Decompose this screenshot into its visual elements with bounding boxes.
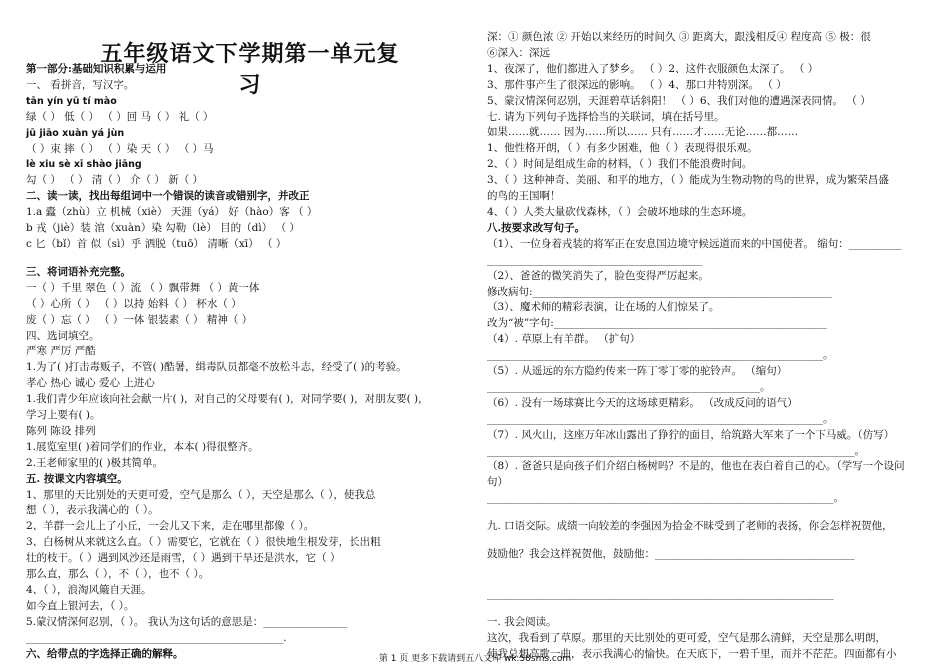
left-line: lè xiu sè xī shào jiāng	[26, 159, 142, 171]
right-line: 修改病句:_________________________________________________________	[487, 285, 832, 298]
right-line: 鼓励他？我会这样祝贺他，鼓励他：______________________________________	[487, 548, 855, 561]
right-line: 5、蒙汉情深何忍别，天涯碧草话斜阳！ （ ）6、我们对他的遭遇深表同情。 （ ）	[487, 94, 871, 107]
left-line: 四、选词填空。	[26, 329, 100, 342]
right-line: （6）. 没有一场球赛比今天的这场球更精彩。 （改成反问的语气）	[487, 396, 798, 409]
left-line: 1.我们青少年应该向社会献一片( )，对自己的父母要有( )，对同学要( )，对朋友要( )，	[26, 393, 429, 406]
left-line: 1.为了( )打击毒贩子，不管( )酷暑，缉毒队员都毫不放松斗志，经受了( )的考验。	[26, 361, 407, 374]
right-line: （4）. 草原上有羊群。 （扩句）	[487, 333, 641, 346]
left-line: 陈列 陈设 排列	[26, 424, 96, 437]
left-line: 勾（ ） （ ） 清（ ） 介（ ） 新（ ）	[26, 174, 204, 187]
right-line	[487, 575, 927, 587]
right-line: （1）、一位身着戎装的将军正在安息国边境守候远道而来的中国使者。 缩句：__________	[487, 237, 902, 250]
right-line: 八.按要求改写句子。	[487, 221, 586, 234]
right-line: 1、他性格开朗，（ ）有多少困难，他（ ）表现得很乐观。	[487, 142, 758, 155]
left-line: 绿（ ） 低（ ） （ ）回 马（ ） 礼（ ）	[26, 110, 214, 123]
right-line: 七. 请为下列句子选择恰当的关联词，填在括号里。	[487, 110, 725, 123]
left-line: tān yín yū tí mào	[26, 95, 117, 107]
left-line: 2.王老师家里的( )极其简单。	[26, 456, 164, 469]
right-line: （3）、魔术师的精彩表演，让在场的人们惊呆了。	[487, 301, 720, 314]
left-line: 三、将词语补充完整。	[26, 265, 131, 278]
right-line: __________________________________________________________________。	[487, 492, 844, 505]
left-line: 壮的枝干。（ ）遇到风沙还是雨雪，（ ）遇到干旱还是洪水，它（ ）	[26, 552, 341, 565]
right-line: 使我总想高歌一曲，表示我满心的愉快。在天底下，一碧千里，而并不茫茫。四面都有小	[487, 647, 897, 660]
right-line: （2）、爸爸的微笑消失了，脸色变得严厉起来。	[487, 269, 709, 282]
left-line: 五. 按课文内容填空。	[26, 472, 128, 485]
left-line: 第一部分:基础知识积累与运用	[26, 63, 167, 75]
right-line: 深：① 颜色浓 ② 开始以来经历的时间久 ③ 距离大，跟浅相反④ 程度高 ⑤ 极：很	[487, 31, 871, 43]
left-line: 1、那里的天比别处的天更可爱，空气是那么（ ），天空是那么（ ），使我总	[26, 488, 376, 501]
left-line: （ ）束 摔（ ） （ ）染 天（ ） （ ）马	[26, 142, 214, 155]
right-line	[487, 603, 927, 615]
right-line: 九. 口语交际。成绩一向较差的李强因为拾金不昧受到了老师的表扬，你会怎样祝贺他，	[487, 520, 893, 533]
right-line: 如果……就…… 因为……所以…… 只有……才……无论……都……	[487, 126, 799, 139]
left-line: 2、羊群一会儿上了小丘，一会儿又下来，走在哪里都像（ ）。	[26, 520, 315, 533]
left-line: 1.展览室里( )着同学们的作业，本本( )得很整齐。	[26, 440, 259, 453]
left-line: 4、（ ），浪淘风簸自天涯。	[26, 584, 152, 596]
left-line: 学习上要有( )。	[26, 409, 101, 422]
left-line: 废（ ）忘（ ） （ ）一体 银装素（ ） 精神（ ）	[26, 313, 253, 326]
right-line: _________________________________________	[487, 253, 703, 266]
right-line: 改为“被”字句:____________________________________________________	[487, 317, 827, 330]
right-line: 4、（ ）人类大量砍伐森林，（ ）会破坏地球的生态环境。	[487, 205, 753, 218]
left-line: c 匕（bǐ）首 似（sì）乎 洒脱（tuō） 清晰（xī） （ ）	[26, 237, 287, 250]
right-line: 一. 我会阅读。	[487, 615, 557, 628]
right-line	[487, 507, 927, 519]
left-line: b 戎（jiè）装 涫（xuàn）染 勾勒（lè） 目的（dì） （ ）	[26, 222, 300, 235]
left-line: 如今直上银河去，（ ）。	[26, 599, 135, 612]
right-line: ________________________________________________________________。	[487, 349, 834, 362]
left-line	[26, 253, 466, 265]
left-line: 六、给带点的字选择正确的解释。	[26, 647, 184, 660]
right-line: ⑥深入：深远	[487, 46, 550, 59]
right-line: __________________________________________________________________	[487, 588, 834, 600]
left-line: jū jiāo xuàn yá jùn	[26, 127, 125, 139]
right-line: （8）. 爸爸只是向孩子们介绍白杨树吗？不是的，他也在表白着自己的心。（学写一个设问	[487, 460, 905, 473]
left-line: 5.蒙汉情深何忍别，（ ）。 我认为这句话的意思是：________________	[26, 615, 348, 628]
left-line: 想（ ），表示我满心的（ ）。	[26, 504, 159, 517]
left-line: 一（ ）千里 翠色（ ）流 （ ）飘带舞 （ ）黄一体	[26, 281, 260, 294]
right-line: ______________________________________________________________________。	[487, 444, 865, 457]
left-line: 1.a 蠹（zhù）立 机械（xiè） 天涯（yá） 好（hào）客 （ ）	[26, 206, 318, 219]
left-line: 二、读一读，找出每组词中一个错误的读音或错别字，并改正	[26, 190, 310, 203]
left-column	[26, 62, 466, 663]
left-line: 那么直，那么（ ），不（ ），也不（ ）。	[26, 568, 210, 581]
left-line: 孝心 热心 诚心 爱心 上进心	[26, 377, 155, 390]
right-line: （5）. 从遥远的东方隐约传来一阵丁零丁零的驼铃声。 （缩句）	[487, 365, 788, 378]
right-line: 1、夜深了，他们都进入了梦乡。 （ ）2、这件衣服颜色太深了。 （ ）	[487, 62, 819, 75]
right-line: （7）. 风火山，这座万年冰山露出了狰狞的面目，给筑路大军来了一个下马威。（仿写）	[487, 428, 895, 441]
right-line: ________________________________________________________________。	[487, 412, 834, 425]
right-line: 3、那件事产生了很深远的影响。 （ ）4、那口井特别深。 （ ）	[487, 78, 787, 91]
right-line	[487, 535, 927, 547]
page-footer: 第 1 页 更多下载请到五八文库 wk.58sms.com	[378, 654, 572, 664]
left-line: 严寒 严厉 严酷	[26, 345, 96, 358]
right-line: 这次，我看到了草原。那里的天比别处的更可爱，空气是那么清鲜，天空是那么明朗，	[487, 631, 886, 644]
page-title: 五年级语文下学期第一单元复习	[100, 41, 400, 98]
left-line: （ ）心所（ ） （ ）以持 始料（ ） 杯水（ ）	[26, 297, 242, 310]
right-line: ____________________________________________________。	[487, 380, 771, 393]
right-line: 3、（ ）这种神奇、美丽、和平的地方，（ ）能成为生物动物的鸟的世界，成为繁荣昌盛	[487, 174, 889, 187]
right-column	[487, 30, 927, 663]
right-line: 句）	[487, 476, 508, 489]
right-line: 的鸟的王国啊！	[487, 190, 561, 203]
left-line: 3、白杨树从来就这么直。（ ）需要它，它就在（ ）很快地生根发芽，长出粗	[26, 536, 381, 549]
left-line: 一、 看拼音，写汉字。	[26, 78, 135, 91]
left-line: _________________________________________________.	[26, 631, 287, 644]
right-line: 2、（ ）时间是组成生命的材料，（ ）我们不能浪费时间。	[487, 158, 753, 171]
right-line	[487, 563, 927, 575]
